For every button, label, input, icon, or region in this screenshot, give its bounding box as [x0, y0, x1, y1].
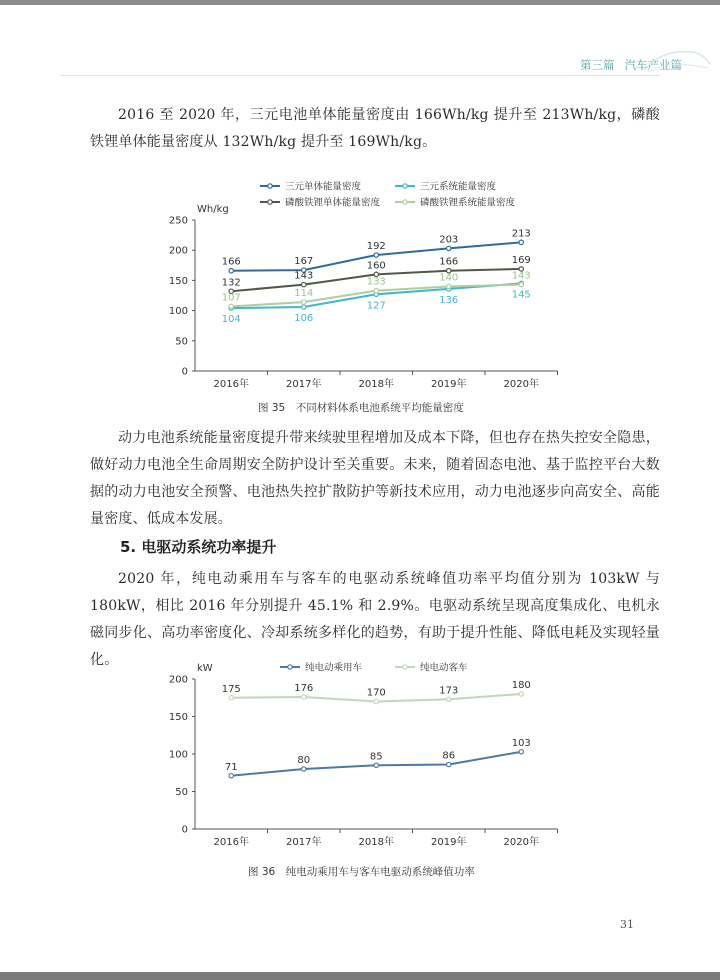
- data-label: 166: [221, 256, 241, 268]
- data-point: [447, 762, 451, 766]
- data-label: 170: [366, 687, 386, 699]
- data-point: [447, 697, 451, 701]
- data-point: [302, 282, 306, 286]
- section-label: 汽车产业篇: [624, 58, 682, 72]
- x-tick-label: 2019年: [431, 379, 467, 390]
- page-number: 31: [620, 918, 634, 931]
- legend-marker: [403, 200, 407, 204]
- data-label: 176: [294, 683, 314, 694]
- legend-label: 纯电动客车: [420, 662, 468, 674]
- data-point: [519, 692, 523, 696]
- y-tick-label: 50: [175, 787, 188, 798]
- legend-marker: [268, 184, 272, 188]
- data-label: 160: [366, 260, 386, 272]
- data-point: [374, 288, 378, 292]
- paragraph-battery-density: 2016 至 2020 年，三元电池单体能量密度由 166Wh/kg 提升至 213Wh/kg，磷酸铁锂单体能量密度从 132Wh/kg 提升至 169Wh/kg。: [90, 107, 660, 150]
- data-point: [229, 696, 233, 700]
- x-tick-label: 2016年: [213, 837, 249, 848]
- legend-label: 磷酸铁锂系统能量密度: [420, 197, 516, 209]
- data-point: [229, 774, 233, 778]
- data-label: 203: [439, 234, 459, 246]
- header-rule: [60, 75, 660, 76]
- data-point: [374, 699, 378, 703]
- data-point: [229, 269, 233, 273]
- data-point: [447, 284, 451, 288]
- y-tick-label: 100: [168, 306, 188, 318]
- top-edge-strip: [0, 0, 720, 5]
- data-label: 173: [439, 685, 459, 697]
- data-point: [519, 282, 523, 286]
- legend-label: 三元系统能量密度: [420, 181, 497, 193]
- paragraph-motor-power: 2020 年，纯电动乘用车与客车的电驱动系统峰值功率平均值分别为 103kW 与 180kW，相比 2016 年分别提升 45.1% 和 2.9%。电驱动系统呈现高度集成化、电机永磁同步化、高功率密度化、冷却系统多样化的趋势，有助于提升性能、降低电耗及实现轻量化。: [90, 571, 660, 668]
- data-label: 86: [442, 750, 456, 762]
- data-point: [229, 304, 233, 308]
- x-tick-label: 2016年: [213, 379, 249, 390]
- x-tick-label: 2019年: [431, 837, 467, 848]
- paragraph-safety: 动力电池系统能量密度提升带来续驶里程增加及成本下降，但也存在热失控安全隐患，做好动力电池全生命周期安全防护设计至关重要。未来，随着固态电池、基于监控平台大数据的动力电池安全预警、电池热失控扩散防护等新技术应用，动力电池逐步向高安全、高能量密度、低成本发展。: [90, 430, 660, 527]
- data-label: 132: [221, 277, 241, 289]
- data-label: 114: [294, 288, 314, 300]
- x-tick-label: 2020年: [503, 379, 539, 390]
- y-tick-label: 50: [175, 336, 188, 348]
- legend-label: 三元单体能量密度: [285, 181, 362, 193]
- figure-36-caption: 图 36 纯电动乘用车与客车电驱动系统峰值功率: [248, 866, 475, 878]
- y-tick-label: 200: [168, 674, 188, 686]
- section-heading: 5. 电驱动系统功率提升: [120, 538, 277, 556]
- y-axis-unit: Wh/kg: [197, 204, 229, 215]
- data-point: [302, 695, 306, 699]
- data-label: 104: [221, 314, 241, 326]
- y-tick-label: 150: [168, 275, 188, 287]
- y-tick-label: 150: [168, 712, 188, 723]
- x-tick-label: 2017年: [286, 837, 322, 848]
- data-label: 106: [294, 312, 314, 324]
- x-tick-label: 2018年: [358, 379, 394, 390]
- legend-marker: [268, 200, 272, 204]
- data-label: 145: [511, 289, 531, 301]
- legend-label: 纯电动乘用车: [305, 662, 363, 674]
- legend-marker: [403, 665, 407, 669]
- y-tick-label: 0: [181, 366, 188, 378]
- data-label: 127: [366, 300, 386, 312]
- data-label: 167: [294, 256, 314, 268]
- data-label: 107: [221, 292, 241, 304]
- bottom-edge-strip: [0, 972, 720, 980]
- y-tick-label: 250: [168, 215, 188, 227]
- figure-35-caption: 图 35 不同材料体系电池系统平均能量密度: [258, 402, 464, 414]
- data-label: 169: [511, 254, 531, 266]
- chapter-label: 第三篇: [580, 58, 615, 72]
- car-outline-icon: [642, 40, 712, 80]
- data-label: 103: [511, 737, 531, 749]
- data-point: [374, 253, 378, 257]
- data-label: 166: [439, 256, 459, 268]
- data-point: [302, 305, 306, 309]
- y-axis-unit: kW: [197, 663, 213, 674]
- data-point: [447, 246, 451, 250]
- data-point: [302, 300, 306, 304]
- data-label: 80: [297, 755, 311, 766]
- legend-marker: [288, 665, 292, 669]
- motor-power-chart: [150, 656, 580, 852]
- data-label: 71: [224, 761, 238, 773]
- data-point: [374, 763, 378, 767]
- data-label: 175: [221, 683, 241, 695]
- battery-density-chart: [150, 168, 580, 396]
- legend-label: 磷酸铁锂单体能量密度: [285, 197, 381, 209]
- data-point: [519, 240, 523, 244]
- data-label: 136: [439, 294, 459, 306]
- data-label: 213: [511, 228, 531, 240]
- data-point: [302, 767, 306, 771]
- y-tick-label: 0: [181, 824, 188, 836]
- data-label: 192: [366, 241, 386, 253]
- data-point: [519, 750, 523, 754]
- data-label: 143: [511, 270, 531, 282]
- data-label: 143: [294, 270, 314, 282]
- y-tick-label: 100: [168, 749, 188, 761]
- x-tick-label: 2020年: [503, 837, 539, 848]
- data-label: 140: [439, 272, 459, 284]
- legend-marker: [403, 184, 407, 188]
- y-tick-label: 200: [168, 245, 188, 257]
- data-label: 85: [369, 751, 383, 763]
- x-tick-label: 2018年: [358, 837, 394, 848]
- data-label: 133: [366, 276, 386, 288]
- x-tick-label: 2017年: [286, 379, 322, 390]
- data-label: 180: [511, 680, 531, 691]
